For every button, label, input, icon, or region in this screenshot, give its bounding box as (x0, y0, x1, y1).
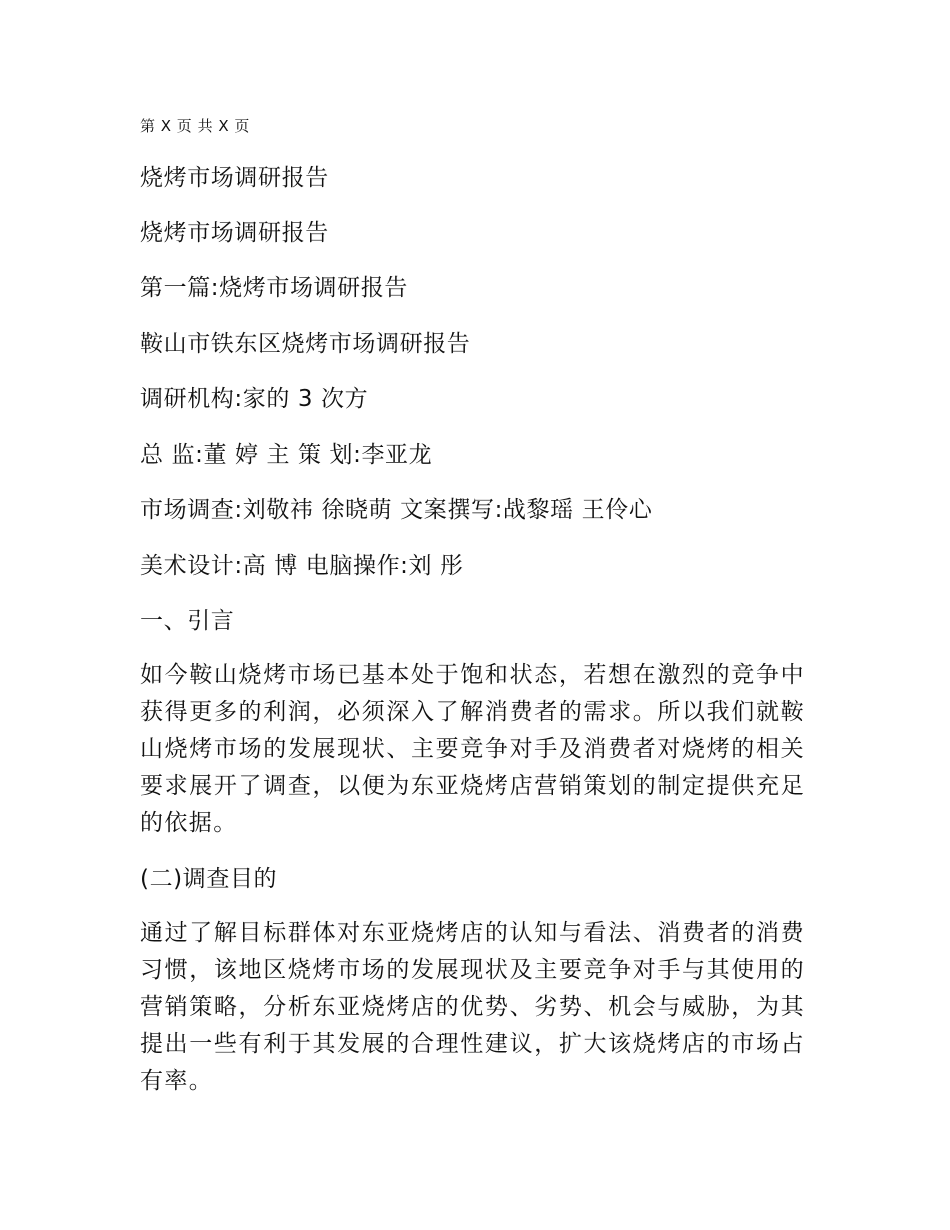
survey-line: 市场调查:刘敬祎 徐晓萌 文案撰写:战黎瑶 王伶心 (140, 497, 653, 523)
section-heading-introduction: 一、引言 (140, 608, 235, 634)
chapter-title: 第一篇:烧烤市场调研报告 (140, 275, 408, 301)
report-title: 鞍山市铁东区烧烤市场调研报告 (140, 331, 471, 357)
section-heading-purpose: (二)调查目的 (140, 866, 278, 892)
director-line: 总 监:董 婷 主 策 划:李亚龙 (140, 442, 433, 468)
purpose-paragraph: 通过了解目标群体对东亚烧烤店的认知与看法、消费者的消费习惯，该地区烧烤市场的发展现状及主要竞争对手与其使用的营销策略，分析东亚烧烤店的优势、劣势、机会与威胁，为其提出一些有利于其发展的合理性建议，扩大该烧烤店的市场占有率。 (140, 920, 805, 1094)
research-org-line: 调研机构:家的 3 次方 (140, 386, 369, 412)
design-line: 美术设计:高 博 电脑操作:刘 彤 (140, 553, 464, 579)
page-counter: 第 X 页 共 X 页 (140, 117, 250, 135)
introduction-paragraph: 如今鞍山烧烤市场已基本处于饱和状态，若想在激烈的竞争中获得更多的利润，必须深入了解消费者的需求。所以我们就鞍山烧烤市场的发展现状、主要竞争对手及消费者对烧烤的相关要求展开了调查，以便为东亚烧烤店营销策划的制定提供充足的依据。 (140, 662, 805, 836)
document-subtitle: 烧烤市场调研报告 (140, 220, 329, 246)
document-title: 烧烤市场调研报告 (140, 165, 329, 191)
